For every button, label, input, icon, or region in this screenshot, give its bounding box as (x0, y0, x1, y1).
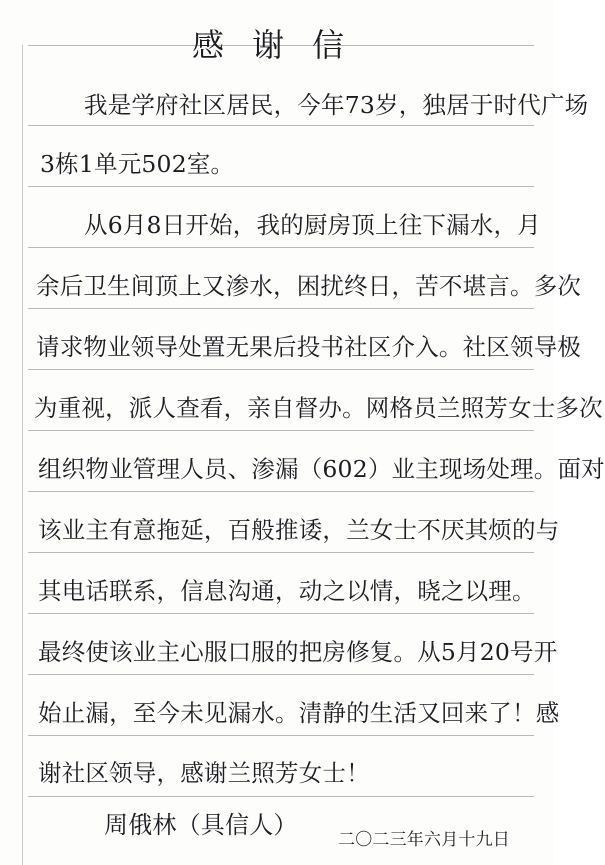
body-line: 最终使该业主心服口服的把房修复。从5月20号开 (38, 638, 558, 666)
ruled-line (28, 491, 534, 492)
body-line: 组织物业管理人员、渗漏（602）业主现场处理。面对 (38, 455, 605, 483)
body-line: 3栋1单元502室。 (40, 150, 235, 178)
body-line: 从6月8日开始，我的厨房顶上往下漏水，月 (84, 211, 541, 239)
body-line: 其电话联系，信息沟通，动之以情，晓之以理。 (38, 577, 536, 605)
ruled-line (28, 247, 534, 248)
ruled-line (28, 613, 534, 614)
body-line: 为重视，派人查看，亲自督办。网格员兰照芳女士多次 (34, 394, 603, 422)
ruled-line (28, 430, 534, 431)
ruled-line (28, 308, 534, 309)
margin-rule (22, 45, 23, 865)
ruled-line (28, 186, 534, 187)
body-line: 请求物业领导处置无果后投书社区介入。社区领导极 (36, 333, 582, 361)
body-line: 谢社区领导，感谢兰照芳女士！ (38, 759, 370, 787)
letter-title: 感谢信 (191, 26, 372, 64)
body-line: 余后卫生间顶上又渗水，困扰终日，苦不堪言。多次 (36, 272, 582, 300)
ruled-line (28, 796, 534, 797)
ruled-line (28, 735, 534, 736)
ruled-line (28, 674, 534, 675)
ruled-line (28, 125, 534, 126)
body-line: 我是学府社区居民，今年73岁，独居于时代广场 (84, 91, 589, 119)
signature: 周俄林（具信人） (104, 811, 298, 839)
letter-date: 二〇二三年六月十九日 (338, 830, 510, 850)
body-line: 始止漏，至今未见漏水。清静的生活又回来了！感 (38, 699, 560, 727)
ruled-line (28, 369, 534, 370)
body-line: 该业主有意拖延，百般推诿，兰女士不厌其烦的与 (38, 516, 560, 544)
ruled-line (28, 552, 534, 553)
